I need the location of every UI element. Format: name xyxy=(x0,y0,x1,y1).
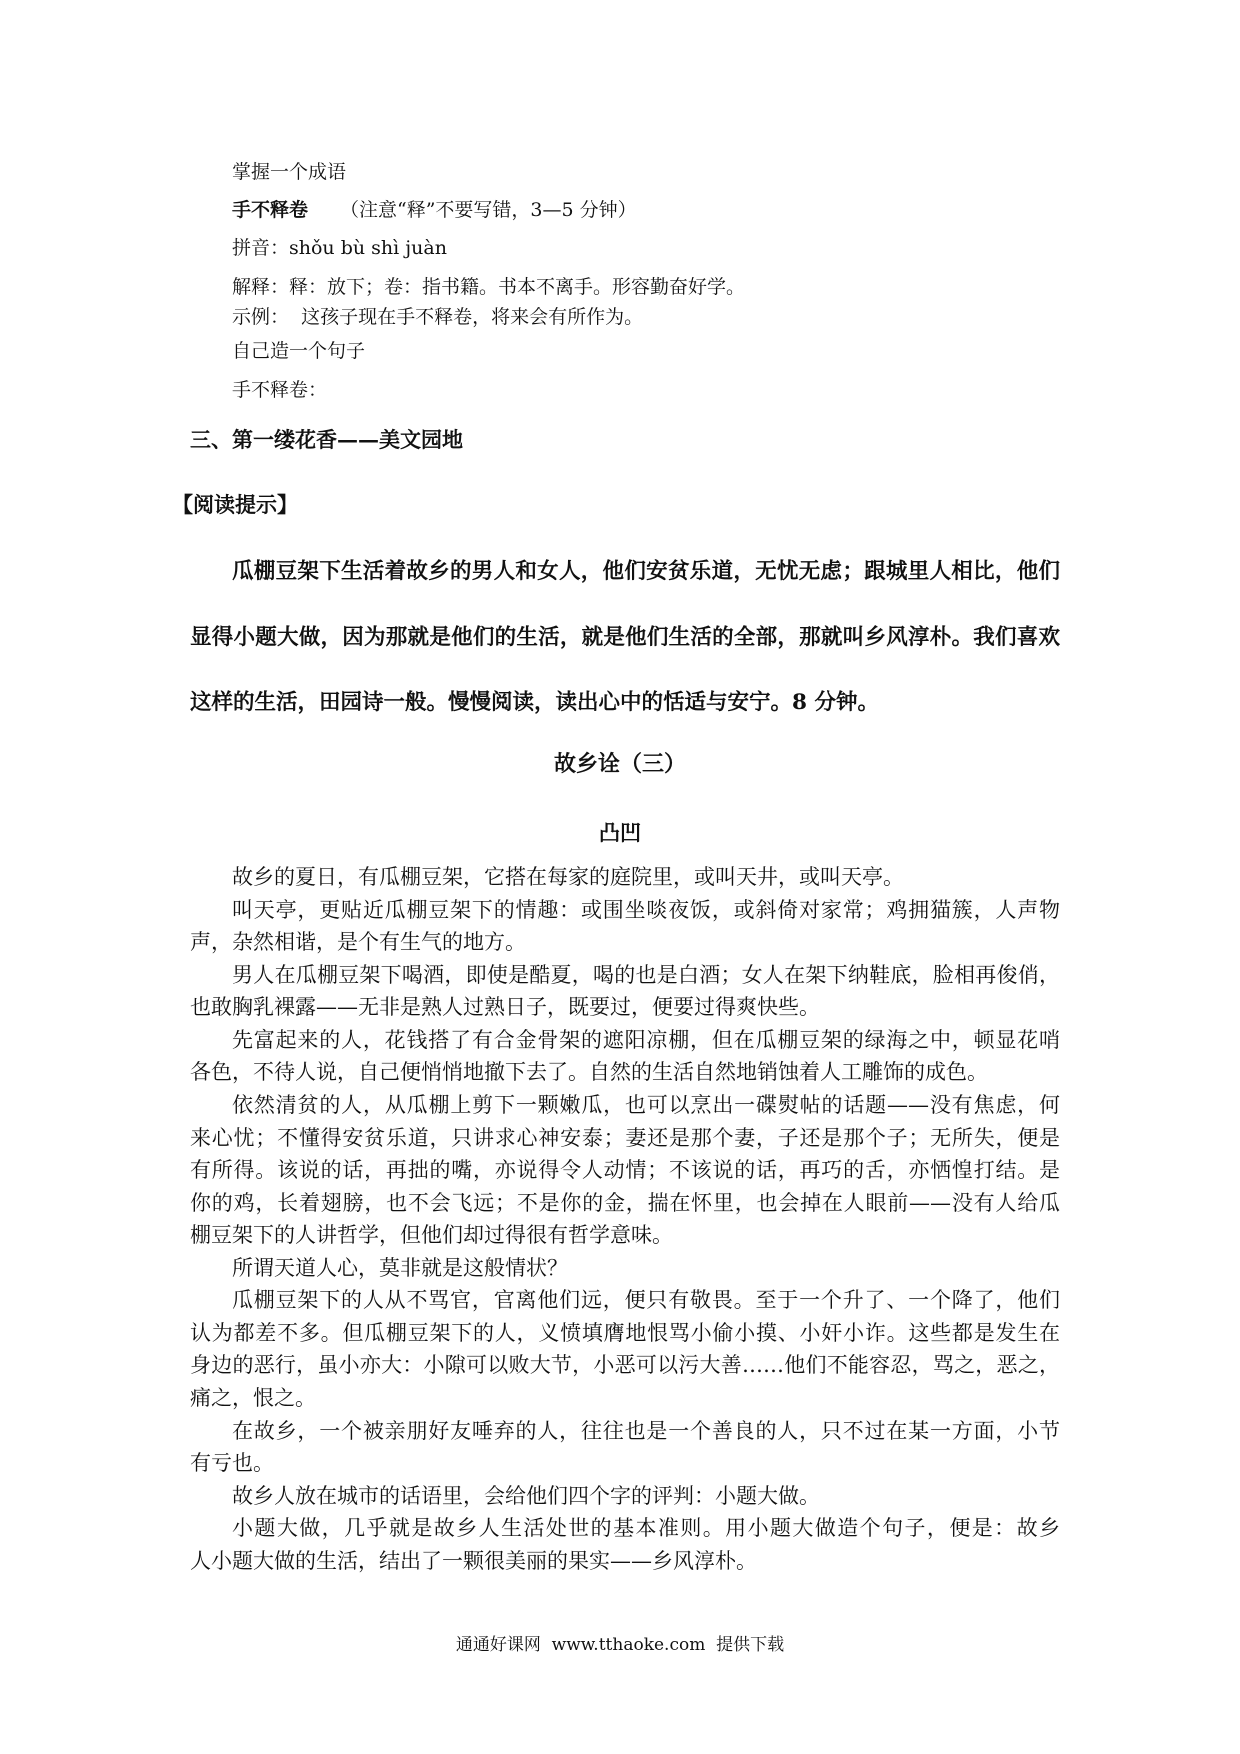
article-line: 依然清贫的人，从瓜棚上剪下一颗嫩瓜，也可以烹出一碟熨帖的话题——没有焦虑，何 xyxy=(232,1092,1060,1117)
idiom-pinyin: 拼音：shǒu bù shì juàn xyxy=(232,237,447,259)
article-line: 在故乡，一个被亲朋好友唾弃的人，往往也是一个善良的人，只不过在某一方面，小节 xyxy=(232,1418,1060,1443)
idiom-explanation: 解释：释：放下；卷：指书籍。书本不离手。形容勤奋好学。 xyxy=(232,276,746,298)
idiom-note: （注意“释”不要写错，3—5 分钟） xyxy=(340,199,637,221)
article-paragraph xyxy=(190,894,1060,959)
reading-tip-label: 【阅读提示】 xyxy=(172,492,298,517)
article-paragraph xyxy=(190,1415,1060,1480)
idiom-term: 手不释卷 xyxy=(232,199,309,221)
article-paragraph xyxy=(190,1252,1060,1285)
article-line: 故乡的夏日，有瓜棚豆架，它搭在每家的庭院里，或叫天井，或叫天亭。 xyxy=(232,865,904,889)
article-line: 故乡人放在城市的话语里，会给他们四个字的评判：小题大做。 xyxy=(232,1483,820,1508)
article-author: 凸凹 xyxy=(599,820,641,845)
page-footer: 通通好课网 www.tthaoke.com 提供下载 xyxy=(455,1635,785,1655)
article-line: 声，杂然相谐，是个有生气的地方。 xyxy=(190,930,526,955)
reading-tip-paragraph xyxy=(190,539,1060,736)
section-heading: 三、第一缕花香——美文园地 xyxy=(190,427,463,452)
article-line: 棚豆架下的人讲哲学，但他们却过得很有哲学意味。 xyxy=(190,1223,673,1248)
reading-tip-line: 这样的生活，田园诗一般。慢慢阅读，读出心中的恬适与安宁。8 分钟。 xyxy=(190,690,879,715)
article-line: 所谓天道人心，莫非就是这般情状？ xyxy=(232,1255,568,1280)
article-line: 痛之，恨之。 xyxy=(190,1386,316,1410)
article-line: 各色，不待人说，自己便悄悄地撤下去了。自然的生活自然地销蚀着人工雕饰的成色。 xyxy=(190,1060,988,1085)
article-paragraph xyxy=(190,1024,1060,1089)
article-line: 有所得。该说的话，再拙的嘴，亦说得令人动情；不该说的话，再巧的舌，亦恓惶打结。是 xyxy=(190,1158,1060,1183)
article-paragraph xyxy=(190,861,1060,894)
reading-tip-line: 瓜棚豆架下生活着故乡的男人和女人，他们安贫乐道，无忧无虑；跟城里人相比，他们 xyxy=(232,559,1060,584)
article-paragraph xyxy=(190,1284,1060,1414)
idiom-task: 自己造一个句子 xyxy=(232,340,366,362)
article-line: 瓜棚豆架下的人从不骂官，官离他们远，便只有敬畏。至于一个升了、一个降了，他们 xyxy=(232,1288,1060,1313)
article-line: 来心忧；不懂得安贫乐道，只讲求心神安泰；妻还是那个妻，子还是那个子；无所失，便是 xyxy=(190,1125,1060,1150)
article-line: 先富起来的人，花钱搭了有合金骨架的遮阳凉棚，但在瓜棚豆架的绿海之中，顿显花哨 xyxy=(232,1027,1060,1052)
article-paragraph xyxy=(190,1089,1060,1252)
idiom-intro: 掌握一个成语 xyxy=(232,161,347,183)
article-line: 叫天亭，更贴近瓜棚豆架下的情趣：或围坐啖夜饭，或斜倚对家常；鸡拥猫簇，人声物 xyxy=(232,897,1060,922)
article-line: 认为都差不多。但瓜棚豆架下的人，义愤填膺地恨骂小偷小摸、小奸小诈。这些都是发生在 xyxy=(190,1320,1060,1345)
article-title: 故乡诠（三） xyxy=(553,751,686,777)
idiom-answer-prompt: 手不释卷： xyxy=(232,379,328,401)
article-line: 有亏也。 xyxy=(190,1451,274,1476)
article-line: 也敢胸乳裸露——无非是熟人过熟日子，既要过，便要过得爽快些。 xyxy=(190,995,820,1020)
article-paragraph xyxy=(190,1512,1060,1577)
article-line: 身边的恶行，虽小亦大：小隙可以败大节，小恶可以污大善……他们不能容忍，骂之，恶之， xyxy=(190,1353,1060,1378)
article-paragraph xyxy=(190,959,1060,1024)
article-line: 你的鸡，长着翅膀，也不会飞远；不是你的金，揣在怀里，也会掉在人眼前——没有人给瓜 xyxy=(190,1190,1060,1215)
article-line: 小题大做，几乎就是故乡人生活处世的基本准则。用小题大做造个句子，便是：故乡 xyxy=(232,1516,1060,1541)
article-line: 男人在瓜棚豆架下喝酒，即使是酷夏，喝的也是白酒；女人在架下纳鞋底，脸相再俊俏， xyxy=(232,962,1060,987)
article-line: 人小题大做的生活，结出了一颗很美丽的果实——乡风淳朴。 xyxy=(190,1548,757,1573)
article-body xyxy=(190,861,1060,1577)
idiom-example: 示例： 这孩子现在手不释卷，将来会有所作为。 xyxy=(232,306,644,328)
article-paragraph xyxy=(190,1480,1060,1513)
reading-tip-line: 显得小题大做，因为那就是他们的生活，就是他们生活的全部，那就叫乡风淳朴。我们喜欢 xyxy=(190,624,1060,650)
